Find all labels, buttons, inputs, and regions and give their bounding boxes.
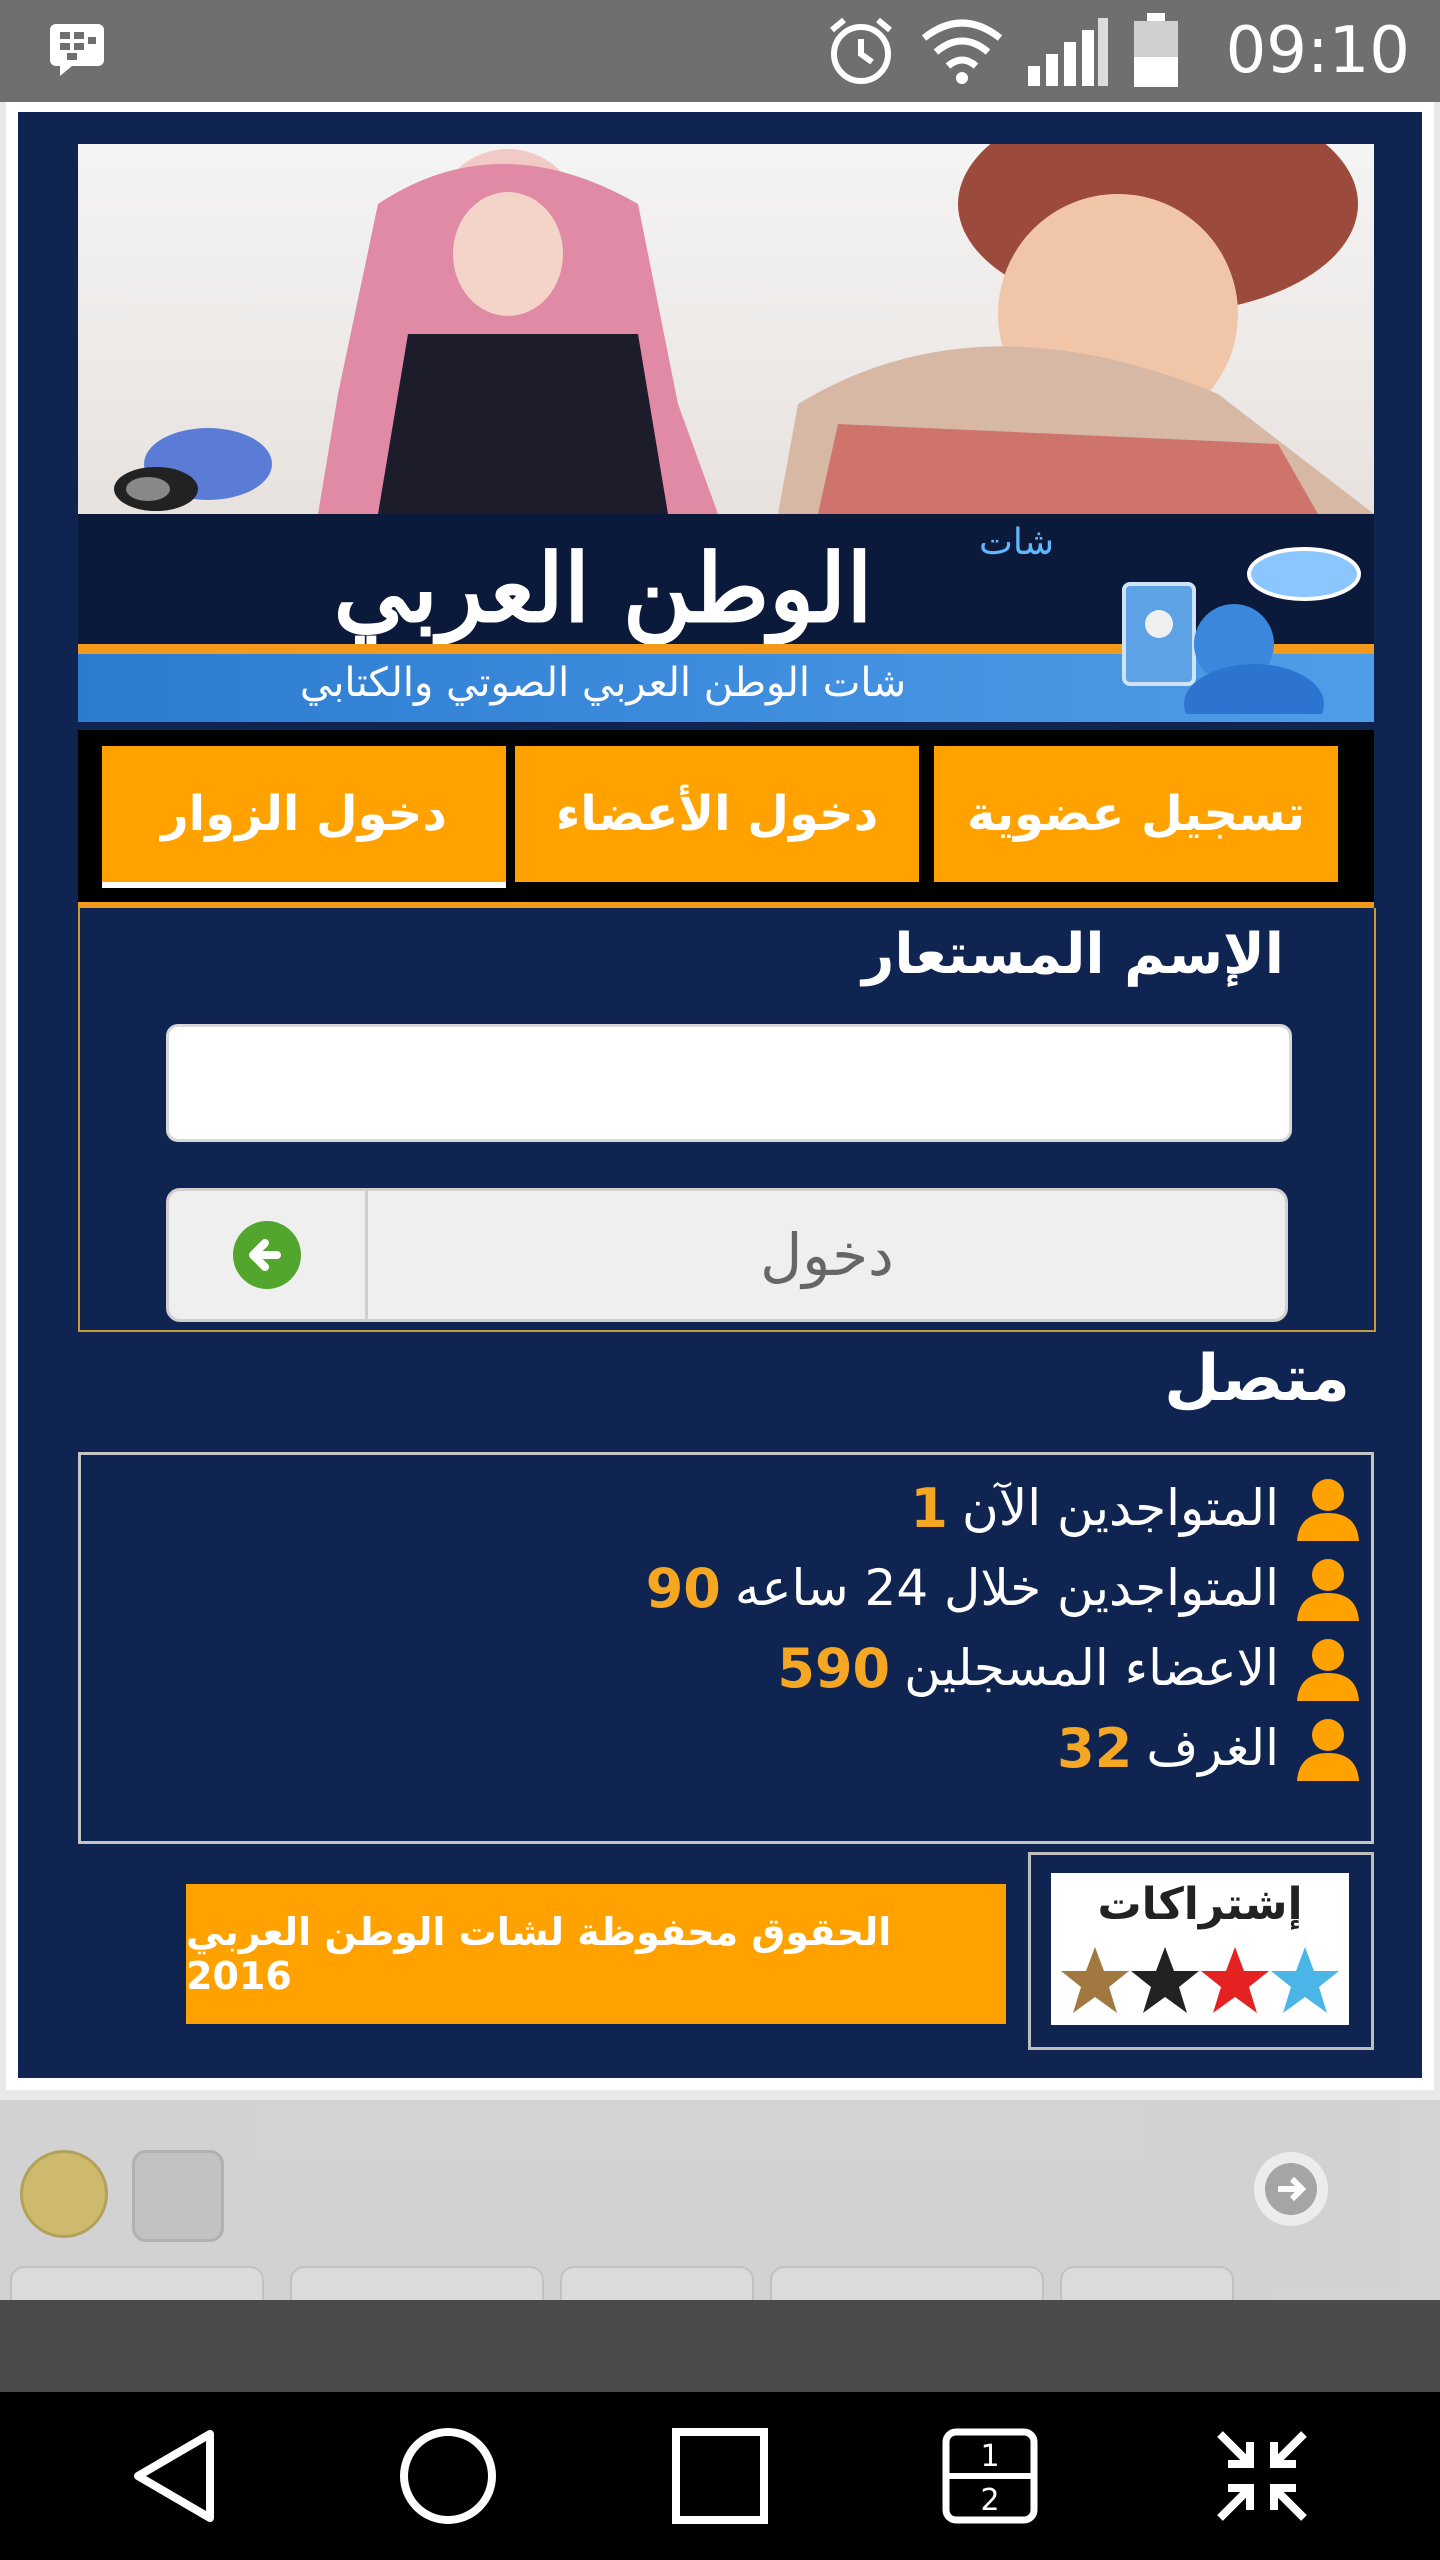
collapse-icon[interactable] <box>1212 2426 1312 2526</box>
stat-row <box>777 1633 1363 1703</box>
stat-value: 32 <box>1057 1716 1133 1780</box>
chat-tab[interactable] <box>290 2266 544 2300</box>
home-icon[interactable] <box>398 2426 498 2526</box>
stars-icon <box>1059 1943 1343 2019</box>
login-icon-cell <box>169 1191 368 1319</box>
main-panel <box>18 112 1422 2078</box>
recents-icon[interactable] <box>670 2426 770 2526</box>
banner-photo <box>78 144 1374 514</box>
stat-row <box>646 1553 1363 1623</box>
stat-value: 590 <box>777 1636 891 1700</box>
app-frame <box>6 102 1434 2090</box>
bbm-icon <box>48 22 106 76</box>
login-button[interactable] <box>166 1188 1288 1322</box>
stat-row <box>910 1473 1363 1543</box>
online-stats-box <box>78 1452 1374 1844</box>
guest-login-form <box>78 908 1376 1332</box>
subscriptions-label: إشتراكات <box>1097 1879 1303 1930</box>
user-icon <box>1293 1553 1363 1623</box>
login-tabs <box>78 730 1374 908</box>
back-icon[interactable] <box>128 2426 228 2526</box>
dual-window-icon[interactable] <box>940 2426 1040 2526</box>
chat-banner <box>78 144 1374 722</box>
signal-icon <box>1026 16 1110 86</box>
attach-button[interactable] <box>132 2150 224 2242</box>
arrow-left-circle-icon <box>231 1219 303 1291</box>
chat-input-bar <box>0 2100 1440 2300</box>
system-nav-bar <box>0 2392 1440 2560</box>
banner-people-image <box>78 144 1374 514</box>
copyright-banner: الحقوق محفوظة لشات الوطن العربي 2016 <box>186 1884 1006 2024</box>
login-button-label: دخول <box>760 1221 894 1289</box>
subscriptions-card <box>1051 1873 1349 2025</box>
nickname-input[interactable] <box>166 1024 1292 1142</box>
stat-row <box>1057 1713 1363 1783</box>
svg-text:2: 2 <box>980 2483 1000 2518</box>
alarm-icon <box>824 14 898 88</box>
banner-logo-area <box>78 514 1374 722</box>
battery-icon <box>1132 13 1180 89</box>
wifi-icon <box>920 16 1004 86</box>
stat-label: المتواجدين الآن <box>962 1479 1279 1537</box>
stat-label: المتواجدين خلال 24 ساعه <box>734 1559 1279 1617</box>
banner-tagline: شات الوطن العربي الصوتي والكتابي <box>299 660 907 706</box>
stat-value: 90 <box>645 1556 721 1620</box>
chat-bottom-tabs <box>0 2266 1440 2300</box>
logo-prefix: شات <box>978 522 1054 563</box>
chat-tab[interactable] <box>10 2266 264 2300</box>
stat-value: 1 <box>910 1476 948 1540</box>
tab-register[interactable]: تسجيل عضوية <box>934 746 1338 882</box>
chat-tab[interactable] <box>560 2266 754 2300</box>
chat-tab[interactable] <box>1060 2266 1234 2300</box>
nickname-label: الإسم المستعار <box>862 922 1284 987</box>
status-bar <box>0 0 1440 102</box>
stat-label: الغرف <box>1146 1719 1279 1777</box>
logo-text: الوطن العربي <box>333 534 873 644</box>
svg-text:1: 1 <box>980 2439 1000 2474</box>
users-chat-icon <box>1094 534 1364 714</box>
online-title: متصل <box>1164 1342 1350 1416</box>
tab-members-login[interactable]: دخول الأعضاء <box>515 746 919 882</box>
user-icon <box>1293 1633 1363 1703</box>
tab-guest-login[interactable]: دخول الزوار <box>102 746 506 888</box>
send-icon[interactable] <box>1254 2152 1328 2226</box>
user-icon <box>1293 1473 1363 1543</box>
clock: 09:10 <box>1225 14 1410 88</box>
stat-label: الاعضاء المسجلين <box>904 1639 1279 1697</box>
chat-tab[interactable] <box>770 2266 1044 2300</box>
emoji-icon[interactable] <box>20 2150 108 2238</box>
subscriptions-box[interactable] <box>1028 1852 1374 2050</box>
keyboard-gap <box>0 2300 1440 2392</box>
user-icon <box>1293 1713 1363 1783</box>
